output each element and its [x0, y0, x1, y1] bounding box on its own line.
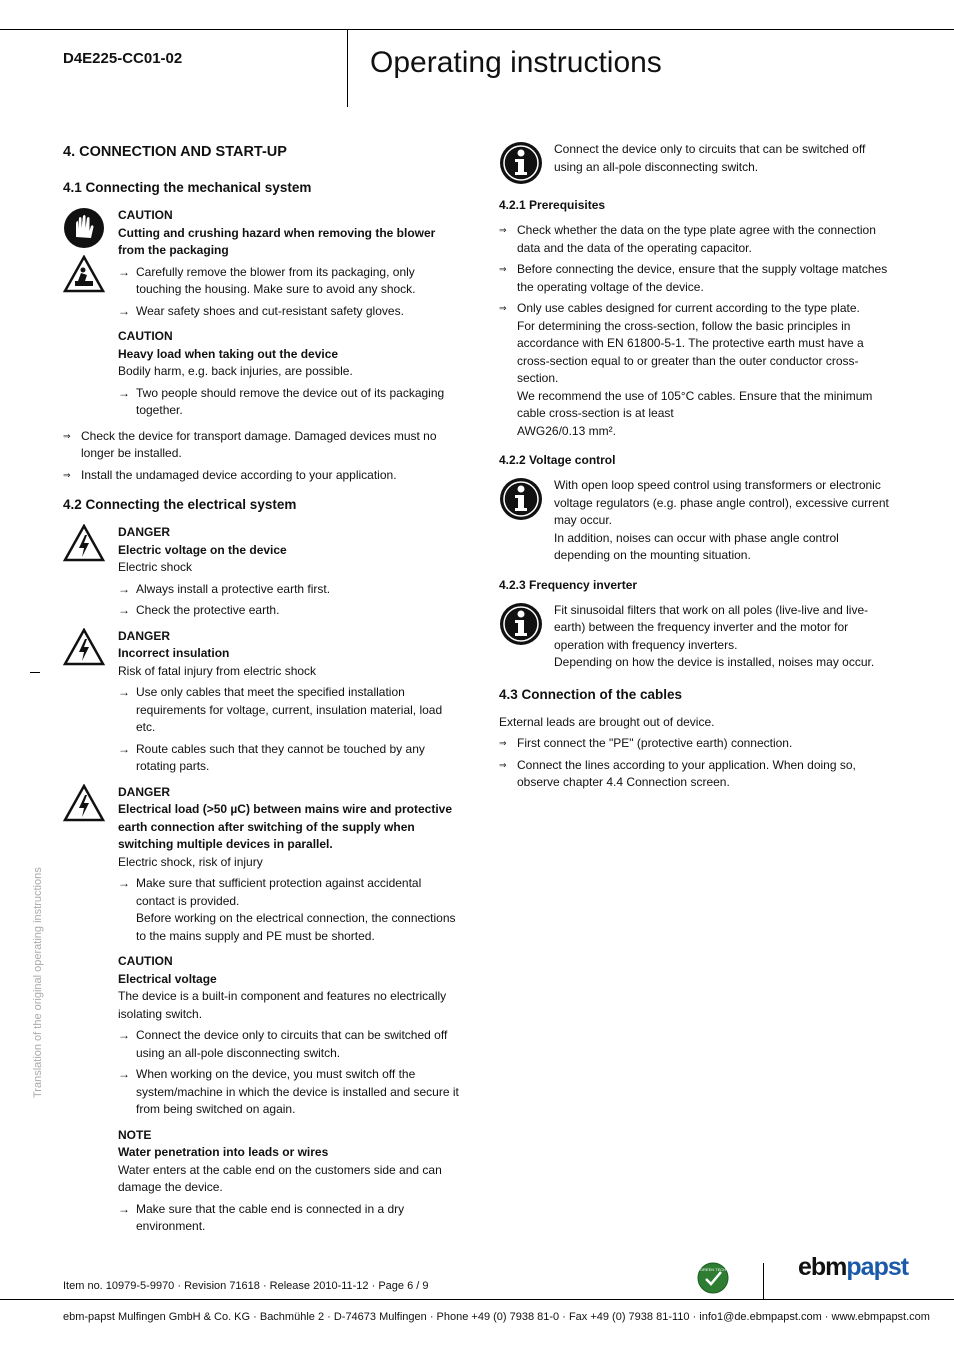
list-text: We recommend the use of 105°C cables. Ensure that the minimum cable cross-section is at least: [517, 388, 873, 420]
list-item: ⇒ Connect the lines according to your application. When doing so, observe chapter 4.4 Connection screen.: [499, 757, 889, 792]
paragraph: External leads are brought out of device.: [499, 714, 715, 729]
warning-block: [63, 628, 463, 776]
list-item: ⇒ Install the undamaged device according to your application.: [63, 467, 463, 485]
electric-hazard-icon: [63, 784, 105, 822]
subsection-title: 4.2.1 Prerequisites: [499, 198, 606, 212]
action-item: → Connect the device only to circuits that can be switched off using an all-pole disconnecting switch.: [118, 1027, 463, 1062]
action-item: → Check the protective earth.: [118, 602, 463, 620]
side-note: Translation of the original operating instructions: [32, 867, 44, 1098]
warning-heading: Cutting and crushing hazard when removing the blower from the packaging: [118, 225, 436, 257]
warning-description: Electric shock, risk of injury: [118, 854, 263, 869]
margin-mark: [30, 672, 40, 673]
warning-description: Electric shock: [118, 560, 193, 574]
logo-divider: [763, 1263, 764, 1299]
header-divider: [347, 29, 348, 107]
subsection-title: 4.2.2 Voltage control: [499, 453, 616, 467]
greentech-badge-icon: [697, 1262, 729, 1294]
warning-heading: Electrical load (>50 µC) between mains wire and protective earth connection after switching of the supply when switching multiple devices in parallel.: [118, 802, 453, 851]
info-text: In addition, noises can occur with phase angle control depending on the mounting situation.: [554, 530, 839, 562]
action-item: → Wear safety shoes and cut-resistant safety gloves.: [118, 303, 463, 321]
document-id: D4E225-CC01-02: [63, 50, 183, 67]
list-text: For determining the cross-section, follow the basic principles in accordance with EN 61800-5-1. The protective earth must have a cross-section equal to or greater than the outer conductor cross-section.: [517, 318, 864, 385]
subsection-title: 4.1 Connecting the mechanical system: [63, 180, 312, 195]
action-item: → When working on the device, you must switch off the system/machine in which the device is installed and secure it from being switched on again.: [118, 1066, 463, 1119]
right-column: [499, 141, 889, 796]
warning-block: [63, 1127, 463, 1236]
header-rule: [0, 29, 954, 30]
warning-level: NOTE: [118, 1127, 152, 1142]
info-icon: [499, 477, 543, 521]
warning-heading: Electrical voltage: [118, 971, 217, 986]
footer-rule: [0, 1299, 954, 1300]
warning-heading: Electric voltage on the device: [118, 542, 287, 557]
info-text: Depending on how the device is installed, noises may occur.: [554, 655, 875, 669]
list-item: ⇒ First connect the "PE" (protective earth) connection.: [499, 735, 889, 753]
action-item: → Carefully remove the blower from its packaging, only touching the housing. Make sure to avoid any shock.: [118, 264, 463, 299]
footer-address: ebm-papst Mulfingen GmbH & Co. KG · Bachmühle 2 · D-74673 Mulfingen · Phone +49 (0) 7938 81-0 · Fax +49 (0) 7938 81-110 · info1@de.ebmpapst.com · www.ebmpapst.com: [63, 1311, 930, 1323]
warning-level: CAUTION: [118, 329, 173, 343]
logo-part: papst: [846, 1253, 909, 1281]
footer-item-info: Item no. 10979-5-9970 · Revision 71618 · Release 2010-11-12 · Page 6 / 9: [63, 1280, 429, 1292]
info-icon: [499, 141, 543, 185]
left-column: [63, 143, 463, 1244]
list-item: ⇒ Check whether the data on the type plate agree with the connection data and the data of the operating capacitor.: [499, 222, 889, 257]
electric-hazard-icon: [63, 628, 105, 666]
warning-level: CAUTION: [118, 954, 173, 968]
info-block: [499, 602, 889, 672]
action-item: → Two people should remove the device out of its packaging together.: [118, 385, 463, 420]
warning-description: Water enters at the cable end on the customers side and can damage the device.: [118, 1162, 442, 1194]
warning-level: CAUTION: [118, 208, 173, 222]
subsection-title: 4.2.3 Frequency inverter: [499, 577, 638, 592]
crushing-hazard-icon: [63, 255, 105, 293]
action-text: Before working on the electrical connection, the connections to the mains supply and PE must be shorted.: [136, 911, 456, 943]
list-item: ⇒ Check the device for transport damage. Damaged devices must no longer be installed.: [63, 428, 463, 463]
warning-level: DANGER: [118, 628, 171, 643]
warning-heading: Incorrect insulation: [118, 646, 230, 660]
subsection-title: 4.3 Connection of the cables: [499, 686, 683, 702]
action-text: → Make sure that sufficient protection against accidental contact is provided.: [136, 876, 422, 908]
warning-description: Bodily harm, e.g. back injuries, are possible.: [118, 364, 353, 378]
section-title: 4. CONNECTION AND START-UP: [63, 144, 287, 160]
warning-description: The device is a built-in component and features no electrically isolating switch.: [118, 989, 447, 1021]
action-item: → Always install a protective earth first.: [118, 581, 463, 599]
warning-heading: Water penetration into leads or wires: [118, 1145, 329, 1159]
logo-part: ebm: [798, 1253, 847, 1281]
list-item: ⇒ Before connecting the device, ensure that the supply voltage matches the operating voltage of the device.: [499, 261, 889, 296]
info-block: [499, 477, 889, 565]
info-block: [499, 141, 889, 185]
action-item: → Use only cables that meet the specified installation requirements for voltage, current, insulation material, load etc.: [118, 684, 463, 737]
warning-block: [63, 328, 463, 420]
electric-hazard-icon: [63, 524, 105, 562]
action-item: → Route cables such that they cannot be touched by any rotating parts.: [118, 741, 463, 776]
page-title: Operating instructions: [370, 46, 662, 79]
list-text: ⇒ Only use cables designed for current according to the type plate.: [517, 301, 860, 315]
info-text: Fit sinusoidal filters that work on all poles (live-live and live-earth) between the frequency inverter and the motor for operation with frequency inverters.: [554, 602, 869, 652]
subsection-title: 4.2 Connecting the electrical system: [63, 497, 297, 512]
warning-level: DANGER: [118, 525, 171, 539]
badge-text: GREEN TECH: [699, 1267, 727, 1272]
list-item: [499, 300, 889, 440]
warning-block: [63, 784, 463, 946]
info-icon: [499, 602, 543, 646]
info-text: Connect the device only to circuits that can be switched off using an all-pole disconnecting switch.: [554, 142, 866, 174]
warning-block: [63, 953, 463, 1119]
action-item: → Make sure that the cable end is connected in a dry environment.: [118, 1201, 463, 1236]
warning-level: DANGER: [118, 784, 171, 799]
info-text: With open loop speed control using transformers or electronic voltage regulators (e.g. phase angle control), excessive current may occur.: [554, 478, 889, 527]
company-logo: [798, 1253, 909, 1281]
warning-block: [63, 207, 463, 320]
list-text: AWG26/0.13 mm².: [517, 423, 616, 438]
gloves-icon: [63, 207, 105, 249]
warning-description: Risk of fatal injury from electric shock: [118, 663, 317, 678]
warning-heading: Heavy load when taking out the device: [118, 346, 339, 361]
warning-block: [63, 524, 463, 620]
action-item: [118, 875, 463, 945]
